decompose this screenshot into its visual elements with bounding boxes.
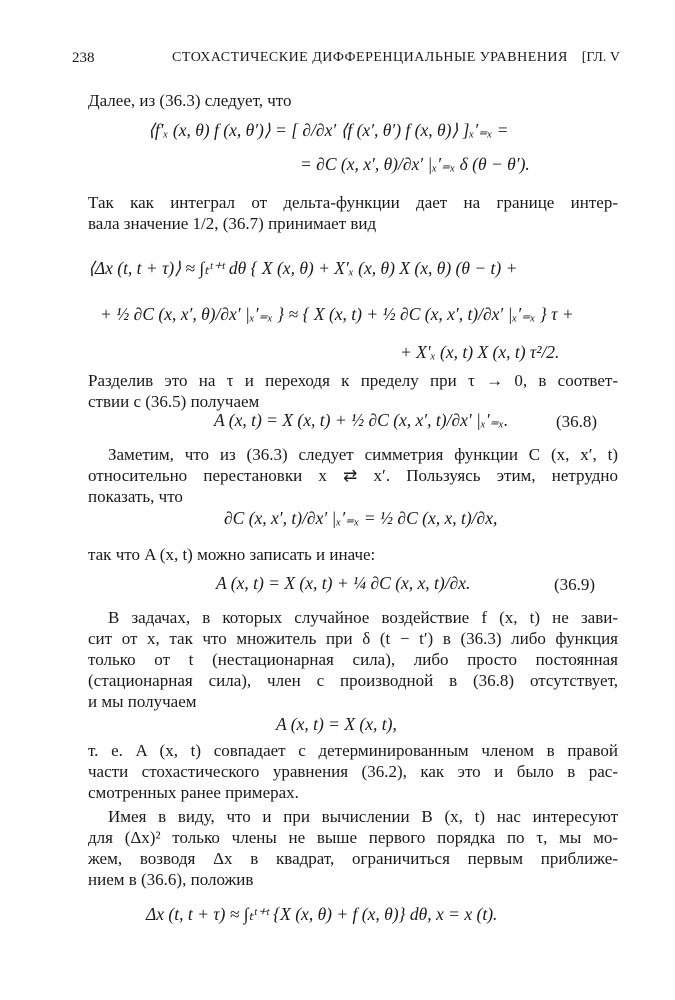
page-number: 238	[72, 50, 95, 66]
equation-4: ∂C (x, x′, t)/∂x′ |ₓ′₌ₓ = ½ ∂C (x, x, t)/∂x,	[224, 508, 498, 528]
chapter-label: [ГЛ. V	[581, 50, 620, 65]
equation-number: (36.9)	[554, 575, 596, 594]
equation-36-9: A (x, t) = X (x, t) + ¼ ∂C (x, x, t)/∂x.	[216, 573, 471, 593]
paragraph-line: жем, возводя Δx в квадрат, ограничиться первым приближе-	[88, 849, 618, 868]
paragraph-line: только от t (нестационарная сила), либо просто постоянная	[88, 650, 618, 669]
paragraph-line: части стохастического уравнения (36.2), как это и было в рас-	[88, 762, 618, 781]
paragraph-line: Разделив это на τ и переходя к пределу при τ → 0, в соответ-	[88, 371, 618, 390]
paragraph-line: показать, что	[88, 487, 183, 506]
paragraph-line: Далее, из (36.3) следует, что	[88, 91, 292, 110]
paragraph-line: Имея в виду, что и при вычислении B (x, t) нас интересуют	[108, 807, 618, 826]
equation-1b: = ∂C (x, x′, θ)/∂x′ |ₓ′₌ₓ δ (θ − θ′).	[300, 154, 530, 174]
paragraph-line: смотренных ранее примерах.	[88, 783, 299, 802]
paragraph-line: нием в (36.6), положив	[88, 870, 254, 889]
paragraph-line: ствии с (36.5) получаем	[88, 392, 260, 411]
paragraph-line: для (Δx)² только члены не выше первого порядка по τ, мы мо-	[88, 828, 618, 847]
equation-2a: ⟨Δx (t, t + τ)⟩ ≈ ∫ₜᵗ⁺ᵗ dθ { X (x, θ) + X′ₓ (x, θ) X (x, θ) (θ − t) +	[88, 258, 518, 278]
paragraph-line: вала значение 1/2, (36.7) принимает вид	[88, 214, 377, 233]
paragraph-line: и мы получаем	[88, 692, 197, 711]
equation-7: Δx (t, t + τ) ≈ ∫ₜᵗ⁺ᵗ {X (x, θ) + f (x, θ)} dθ, x = x (t).	[146, 904, 498, 924]
equation-1a: ⟨f′ₓ (x, θ) f (x, θ′)⟩ = [ ∂/∂x′ ⟨f (x′, θ′) f (x, θ)⟩ ]ₓ′₌ₓ =	[148, 120, 509, 140]
paragraph-line: относительно перестановки x ⇄ x′. Пользуясь этим, нетрудно	[88, 466, 618, 485]
paragraph-line: т. е. A (x, t) совпадает с детерминированным членом в правой	[88, 741, 618, 760]
equation-6: A (x, t) = X (x, t),	[276, 714, 397, 734]
equation-number: (36.8)	[556, 412, 598, 431]
paragraph-line: Так как интеграл от дельта-функции дает на границе интер-	[88, 193, 618, 212]
running-header	[72, 50, 620, 72]
paragraph-line: Заметим, что из (36.3) следует симметрия функции C (x, x′, t)	[108, 445, 618, 464]
chapter-title: СТОХАСТИЧЕСКИЕ ДИФФЕРЕНЦИАЛЬНЫЕ УРАВНЕНИЯ	[172, 50, 568, 65]
paragraph-line: сит от x, так что множитель при δ (t − t′) в (36.3) либо функция	[88, 629, 618, 648]
equation-2c: + X′ₓ (x, t) X (x, t) τ²/2.	[400, 342, 560, 362]
equation-36-8: A (x, t) = X (x, t) + ½ ∂C (x, x′, t)/∂x′ |ₓ′₌ₓ.	[214, 410, 509, 430]
paragraph-line: (стационарная сила), член с производной в (36.8) отсутствует,	[88, 671, 618, 690]
paragraph-line: В задачах, в которых случайное воздействие f (x, t) не зави-	[108, 608, 618, 627]
equation-2b: + ½ ∂C (x, x′, θ)/∂x′ |ₓ′₌ₓ } ≈ { X (x, t) + ½ ∂C (x, x′, t)/∂x′ |ₓ′₌ₓ } τ +	[100, 304, 574, 324]
paragraph-line: так что A (x, t) можно записать и иначе:	[88, 545, 376, 564]
